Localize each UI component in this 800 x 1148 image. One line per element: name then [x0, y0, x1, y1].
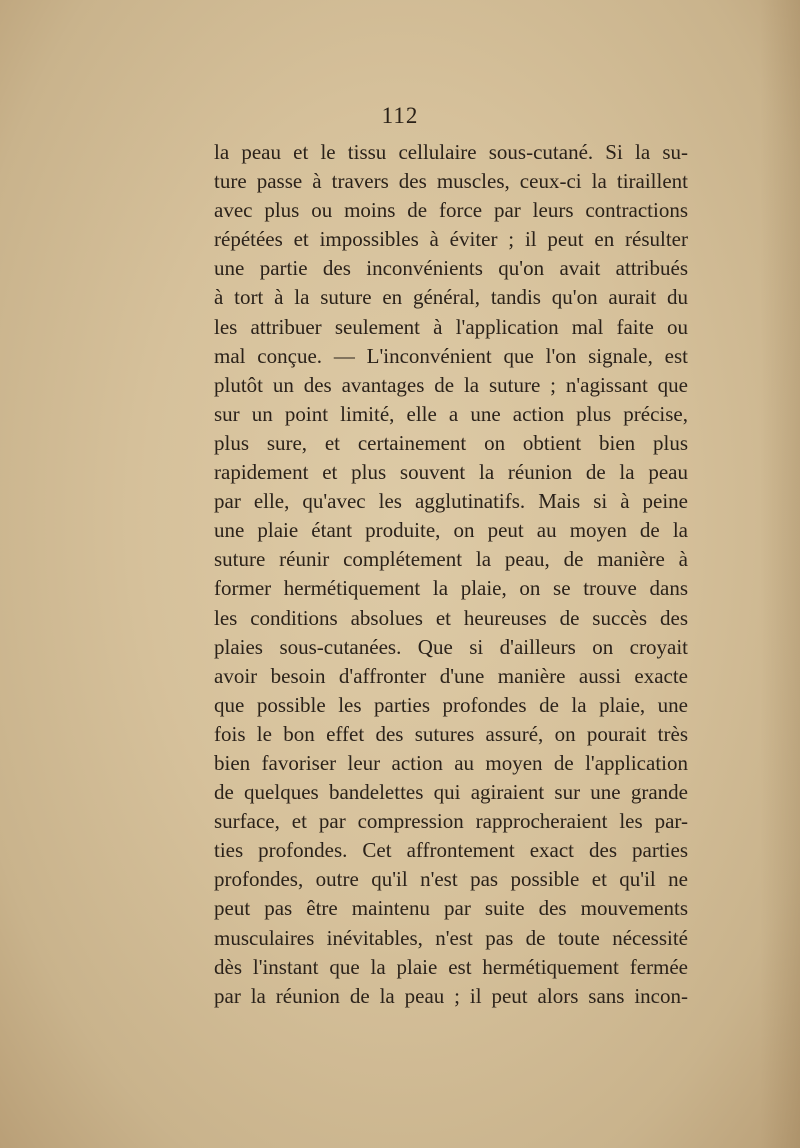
text-line: ties profondes. Cet affrontement exact des parties: [214, 838, 688, 863]
text-line: fois le bon effet des sutures assuré, on pourait très: [214, 721, 688, 746]
text-line: que possible les parties profondes de la plaie, une: [214, 692, 688, 717]
page-edge-shadow: [760, 0, 800, 1148]
text-line: avoir besoin d'affronter d'une manière aussi exacte: [214, 663, 688, 688]
text-line: plus sure, et certainement on obtient bien plus: [214, 430, 688, 455]
text-line: par elle, qu'avec les agglutinatifs. Mais si à peine: [214, 489, 688, 514]
text-line: avec plus ou moins de force par leurs contractions: [214, 198, 688, 223]
text-line: les conditions absolues et heureuses de succès des: [214, 605, 688, 630]
text-line: par la réunion de la peau ; il peut alors sans incon-: [214, 983, 688, 1008]
text-line: former hermétiquement la plaie, on se trouve dans: [214, 576, 688, 601]
text-line: plutôt un des avantages de la suture ; n'agissant que: [214, 372, 688, 397]
page-number: 112: [381, 103, 419, 128]
text-line: à tort à la suture en général, tandis qu'on aurait du: [214, 285, 688, 310]
text-line: musculaires inévitables, n'est pas de toute nécessité: [214, 925, 688, 950]
text-line: rapidement et plus souvent la réunion de la peau: [214, 460, 688, 485]
text-line: surface, et par compression rapprocheraient les par-: [214, 809, 688, 834]
text-line: mal conçue. — L'inconvénient que l'on signale, est: [214, 343, 688, 368]
text-line: sur un point limité, elle a une action plus précise,: [214, 401, 688, 426]
text-line: de quelques bandelettes qui agiraient sur une grande: [214, 780, 688, 805]
text-line: bien favoriser leur action au moyen de l'application: [214, 750, 688, 775]
text-line: dès l'instant que la plaie est hermétiquement fermée: [214, 954, 688, 979]
text-line: une plaie étant produite, on peut au moyen de la: [214, 518, 688, 543]
text-line: les attribuer seulement à l'application mal faite ou: [214, 314, 688, 339]
text-line: répétées et impossibles à éviter ; il peut en résulter: [214, 227, 688, 252]
text-line: ture passe à travers des muscles, ceux-ci la tiraillent: [214, 169, 688, 194]
text-line: suture réunir complétement la peau, de manière à: [214, 547, 688, 572]
text-line: une partie des inconvénients qu'on avait attribués: [214, 256, 688, 281]
text-line: peut pas être maintenu par suite des mouvements: [214, 896, 688, 921]
body-text: [214, 138, 688, 1011]
text-line: profondes, outre qu'il n'est pas possible et qu'il ne: [214, 867, 688, 892]
text-line: la peau et le tissu cellulaire sous-cutané. Si la su-: [214, 140, 688, 164]
text-line: plaies sous-cutanées. Que si d'ailleurs on croyait: [214, 634, 688, 659]
